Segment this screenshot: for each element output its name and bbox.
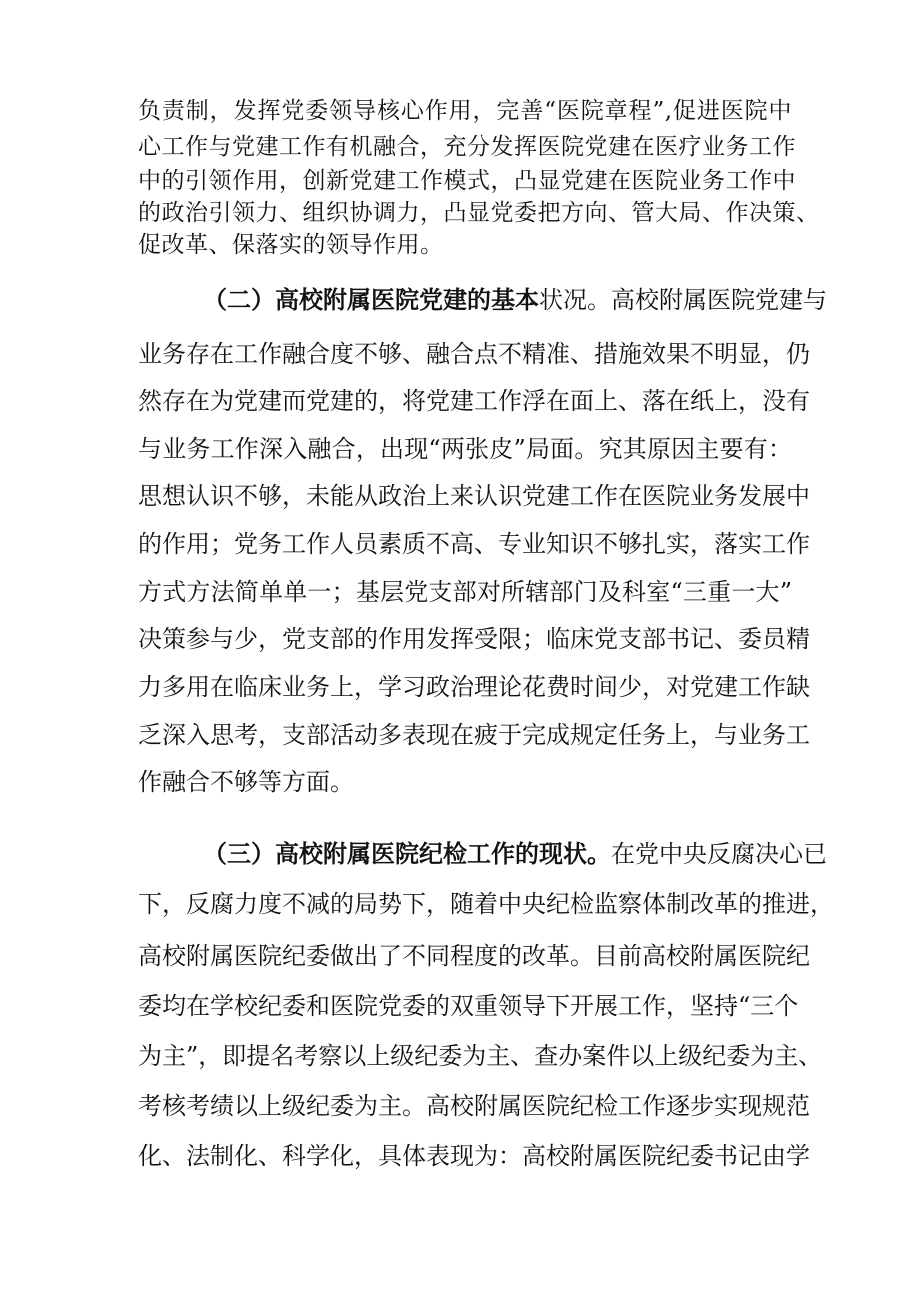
- text-line: 的政治引领力、组织协调力，凸显党委把方向、管大局、作决策、: [138, 200, 820, 226]
- paragraph-first-line: [203, 286, 827, 314]
- text-line: 中的引领作用，创新党建工作模式，凸显党建在医院业务工作中: [138, 168, 796, 194]
- text-line: 促改革、保落实的领导作用。: [138, 232, 444, 258]
- text-line: 业务存在工作融合度不够、融合点不精准、措施效果不明显，仍: [138, 340, 810, 368]
- text-line: 化、法制化、科学化，具体表现为：高校附属医院纪委书记由学: [138, 1142, 810, 1170]
- section-heading: （二）高校附属医院党建的基本: [203, 286, 539, 314]
- text-line: 高校附属医院纪委做出了不同程度的改革。目前高校附属医院纪: [138, 942, 810, 970]
- text-line: 与业务工作深入融合，出现“两张皮”局面。究其原因主要有：: [138, 435, 792, 463]
- text-line: 负责制，发挥党委领导核心作用，完善“医院章程”,促进医院中: [138, 98, 792, 124]
- text-line: 委均在学校纪委和医院党委的双重领导下开展工作，坚持“三个: [138, 992, 799, 1020]
- text-line: 心工作与党建工作有机融合，充分发挥医院党建在医疗业务工作: [138, 134, 796, 160]
- section-heading: （三）高校附属医院纪检工作的现状。: [203, 840, 611, 868]
- text-line: 力多用在临床业务上，学习政治理论花费时间少，对党建工作缺: [138, 673, 810, 701]
- heading-continuation: 在党中央反腐决心已: [611, 840, 827, 868]
- text-line: 乏深入思考，支部活动多表现在疲于完成规定任务上，与业务工: [138, 721, 810, 749]
- text-line: 方式方法简单单一；基层党支部对所辖部门及科室“三重一大”: [138, 578, 792, 606]
- text-line: 为主”，即提名考察以上级纪委为主、查办案件以上级纪委为主、: [138, 1042, 823, 1070]
- text-line: 作融合不够等方面。: [138, 768, 354, 796]
- heading-continuation: 状况。高校附属医院党建与: [539, 286, 827, 314]
- text-line: 决策参与少，党支部的作用发挥受限；临床党支部书记、委员精: [138, 625, 810, 653]
- text-line: 的作用；党务工作人员素质不高、专业知识不够扎实，落实工作: [138, 530, 810, 558]
- text-line: 然存在为党建而党建的，将党建工作浮在面上、落在纸上，没有: [138, 387, 810, 415]
- paragraph-first-line: [203, 840, 827, 868]
- text-line: 考核考绩以上级纪委为主。高校附属医院纪检工作逐步实现规范: [138, 1092, 810, 1120]
- text-line: 思想认识不够，未能从政治上来认识党建工作在医院业务发展中: [138, 482, 810, 510]
- text-line: 下，反腐力度不减的局势下，随着中央纪检监察体制改革的推进，: [138, 890, 834, 918]
